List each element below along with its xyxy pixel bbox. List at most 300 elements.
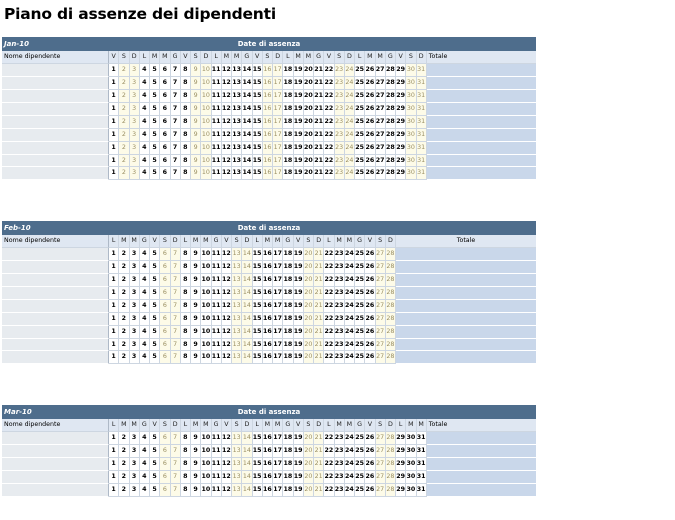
date-cell[interactable]: 16 [263,484,273,497]
date-cell[interactable]: 1 [109,287,119,300]
date-cell[interactable]: 10 [201,103,211,116]
date-cell[interactable]: 27 [376,326,386,339]
date-cell[interactable]: 16 [263,351,273,364]
date-cell[interactable]: 10 [201,351,211,364]
date-cell[interactable]: 6 [160,167,170,180]
date-cell[interactable]: 8 [181,326,191,339]
date-cell[interactable]: 28 [386,248,396,261]
date-cell[interactable]: 6 [160,458,170,471]
date-cell[interactable]: 7 [171,471,181,484]
date-cell[interactable]: 16 [263,129,273,142]
date-cell[interactable]: 13 [232,142,242,155]
date-cell[interactable]: 8 [181,471,191,484]
date-cell[interactable]: 17 [273,351,283,364]
employee-name-cell[interactable] [2,339,109,352]
date-cell[interactable]: 31 [417,484,427,497]
date-cell[interactable]: 9 [191,351,201,364]
date-cell[interactable]: 27 [376,484,386,497]
date-cell[interactable]: 8 [181,300,191,313]
date-cell[interactable]: 5 [150,261,160,274]
date-cell[interactable]: 19 [294,129,304,142]
date-cell[interactable]: 8 [181,458,191,471]
date-cell[interactable]: 9 [191,116,201,129]
date-cell[interactable]: 12 [222,90,232,103]
date-cell[interactable]: 10 [201,313,211,326]
date-cell[interactable]: 30 [406,458,416,471]
date-cell[interactable]: 2 [119,326,129,339]
date-cell[interactable]: 27 [376,90,386,103]
date-cell[interactable]: 10 [201,90,211,103]
date-cell[interactable]: 7 [171,313,181,326]
employee-name-cell[interactable] [2,103,109,116]
date-cell[interactable]: 3 [130,142,140,155]
date-cell[interactable]: 17 [273,471,283,484]
date-cell[interactable]: 12 [222,248,232,261]
date-cell[interactable]: 17 [273,64,283,77]
date-cell[interactable]: 20 [304,484,314,497]
date-cell[interactable]: 23 [335,458,345,471]
date-cell[interactable]: 28 [386,129,396,142]
date-cell[interactable]: 6 [160,351,170,364]
date-cell[interactable]: 9 [191,64,201,77]
date-cell[interactable]: 28 [386,445,396,458]
date-cell[interactable]: 14 [242,471,252,484]
date-cell[interactable]: 29 [396,432,406,445]
date-cell[interactable]: 23 [335,351,345,364]
date-cell[interactable]: 7 [171,155,181,168]
date-cell[interactable]: 17 [273,248,283,261]
employee-name-cell[interactable] [2,64,109,77]
date-cell[interactable]: 26 [365,116,375,129]
date-cell[interactable]: 23 [335,142,345,155]
date-cell[interactable]: 26 [365,471,375,484]
date-cell[interactable]: 10 [201,339,211,352]
date-cell[interactable]: 11 [212,261,222,274]
date-cell[interactable]: 29 [396,129,406,142]
date-cell[interactable]: 11 [212,313,222,326]
date-cell[interactable]: 5 [150,116,160,129]
date-cell[interactable]: 3 [130,64,140,77]
date-cell[interactable]: 21 [314,432,324,445]
date-cell[interactable]: 24 [345,484,355,497]
date-cell[interactable]: 20 [304,287,314,300]
date-cell[interactable]: 15 [253,64,263,77]
date-cell[interactable]: 11 [212,351,222,364]
employee-name-cell[interactable] [2,471,109,484]
date-cell[interactable]: 7 [171,64,181,77]
date-cell[interactable]: 25 [355,484,365,497]
date-cell[interactable]: 8 [181,313,191,326]
date-cell[interactable]: 25 [355,64,365,77]
date-cell[interactable]: 4 [140,339,150,352]
date-cell[interactable]: 24 [345,155,355,168]
date-cell[interactable]: 21 [314,248,324,261]
date-cell[interactable]: 6 [160,300,170,313]
date-cell[interactable]: 10 [201,261,211,274]
date-cell[interactable]: 9 [191,274,201,287]
date-cell[interactable]: 23 [335,300,345,313]
date-cell[interactable]: 2 [119,300,129,313]
date-cell[interactable]: 7 [171,484,181,497]
date-cell[interactable]: 22 [324,116,334,129]
date-cell[interactable]: 4 [140,142,150,155]
date-cell[interactable]: 29 [396,116,406,129]
date-cell[interactable]: 7 [171,287,181,300]
date-cell[interactable]: 17 [273,155,283,168]
date-cell[interactable]: 30 [406,445,416,458]
employee-name-cell[interactable] [2,142,109,155]
date-cell[interactable]: 5 [150,287,160,300]
date-cell[interactable]: 24 [345,103,355,116]
date-cell[interactable]: 1 [109,458,119,471]
date-cell[interactable]: 4 [140,484,150,497]
date-cell[interactable]: 13 [232,90,242,103]
date-cell[interactable]: 31 [417,90,427,103]
date-cell[interactable]: 10 [201,129,211,142]
date-cell[interactable]: 21 [314,77,324,90]
date-cell[interactable]: 23 [335,248,345,261]
date-cell[interactable]: 28 [386,484,396,497]
date-cell[interactable]: 26 [365,142,375,155]
date-cell[interactable]: 12 [222,300,232,313]
date-cell[interactable]: 11 [212,167,222,180]
date-cell[interactable]: 26 [365,77,375,90]
date-cell[interactable]: 1 [109,339,119,352]
date-cell[interactable]: 27 [376,77,386,90]
date-cell[interactable]: 9 [191,326,201,339]
date-cell[interactable]: 18 [283,167,293,180]
date-cell[interactable]: 15 [253,261,263,274]
date-cell[interactable]: 22 [324,287,334,300]
date-cell[interactable]: 24 [345,261,355,274]
date-cell[interactable]: 2 [119,116,129,129]
date-cell[interactable]: 8 [181,77,191,90]
employee-name-cell[interactable] [2,313,109,326]
date-cell[interactable]: 9 [191,458,201,471]
employee-name-cell[interactable] [2,77,109,90]
date-cell[interactable]: 5 [150,274,160,287]
date-cell[interactable]: 19 [294,432,304,445]
date-cell[interactable]: 11 [212,77,222,90]
date-cell[interactable]: 27 [376,103,386,116]
date-cell[interactable]: 28 [386,261,396,274]
date-cell[interactable]: 7 [171,116,181,129]
date-cell[interactable]: 5 [150,484,160,497]
date-cell[interactable]: 26 [365,432,375,445]
date-cell[interactable]: 3 [130,313,140,326]
date-cell[interactable]: 7 [171,248,181,261]
date-cell[interactable]: 14 [242,458,252,471]
date-cell[interactable]: 16 [263,167,273,180]
date-cell[interactable]: 1 [109,64,119,77]
date-cell[interactable]: 4 [140,155,150,168]
date-cell[interactable]: 1 [109,116,119,129]
date-cell[interactable]: 17 [273,326,283,339]
date-cell[interactable]: 3 [130,458,140,471]
date-cell[interactable]: 3 [130,116,140,129]
date-cell[interactable]: 27 [376,64,386,77]
date-cell[interactable]: 20 [304,326,314,339]
date-cell[interactable]: 19 [294,142,304,155]
date-cell[interactable]: 14 [242,326,252,339]
date-cell[interactable]: 23 [335,287,345,300]
date-cell[interactable]: 13 [232,129,242,142]
date-cell[interactable]: 8 [181,445,191,458]
date-cell[interactable]: 7 [171,339,181,352]
date-cell[interactable]: 10 [201,64,211,77]
date-cell[interactable]: 23 [335,432,345,445]
date-cell[interactable]: 10 [201,287,211,300]
employee-name-cell[interactable] [2,155,109,168]
date-cell[interactable]: 20 [304,313,314,326]
date-cell[interactable]: 30 [406,116,416,129]
date-cell[interactable]: 22 [324,142,334,155]
date-cell[interactable]: 16 [263,77,273,90]
date-cell[interactable]: 31 [417,155,427,168]
date-cell[interactable]: 30 [406,103,416,116]
employee-name-cell[interactable] [2,432,109,445]
employee-name-cell[interactable] [2,261,109,274]
date-cell[interactable]: 15 [253,142,263,155]
date-cell[interactable]: 10 [201,274,211,287]
date-cell[interactable]: 11 [212,287,222,300]
date-cell[interactable]: 24 [345,351,355,364]
date-cell[interactable]: 20 [304,261,314,274]
date-cell[interactable]: 7 [171,142,181,155]
date-cell[interactable]: 9 [191,77,201,90]
date-cell[interactable]: 9 [191,167,201,180]
date-cell[interactable]: 16 [263,155,273,168]
date-cell[interactable]: 12 [222,274,232,287]
date-cell[interactable]: 14 [242,142,252,155]
date-cell[interactable]: 16 [263,142,273,155]
date-cell[interactable]: 24 [345,445,355,458]
date-cell[interactable]: 13 [232,167,242,180]
date-cell[interactable]: 27 [376,116,386,129]
date-cell[interactable]: 3 [130,351,140,364]
date-cell[interactable]: 13 [232,471,242,484]
date-cell[interactable]: 26 [365,167,375,180]
date-cell[interactable]: 5 [150,326,160,339]
date-cell[interactable]: 23 [335,274,345,287]
date-cell[interactable]: 23 [335,116,345,129]
date-cell[interactable]: 3 [130,445,140,458]
date-cell[interactable]: 14 [242,261,252,274]
date-cell[interactable]: 17 [273,432,283,445]
date-cell[interactable]: 29 [396,77,406,90]
date-cell[interactable]: 31 [417,432,427,445]
date-cell[interactable]: 2 [119,313,129,326]
date-cell[interactable]: 10 [201,77,211,90]
date-cell[interactable]: 2 [119,155,129,168]
date-cell[interactable]: 20 [304,103,314,116]
date-cell[interactable]: 9 [191,129,201,142]
date-cell[interactable]: 17 [273,287,283,300]
date-cell[interactable]: 17 [273,484,283,497]
date-cell[interactable]: 6 [160,129,170,142]
date-cell[interactable]: 3 [130,471,140,484]
date-cell[interactable]: 16 [263,432,273,445]
date-cell[interactable]: 8 [181,432,191,445]
date-cell[interactable]: 23 [335,103,345,116]
date-cell[interactable]: 2 [119,77,129,90]
date-cell[interactable]: 29 [396,155,406,168]
employee-name-cell[interactable] [2,167,109,180]
date-cell[interactable]: 24 [345,129,355,142]
date-cell[interactable]: 28 [386,64,396,77]
date-cell[interactable]: 9 [191,248,201,261]
date-cell[interactable]: 12 [222,116,232,129]
date-cell[interactable]: 30 [406,471,416,484]
date-cell[interactable]: 9 [191,90,201,103]
date-cell[interactable]: 25 [355,142,365,155]
date-cell[interactable]: 31 [417,129,427,142]
date-cell[interactable]: 26 [365,287,375,300]
date-cell[interactable]: 23 [335,167,345,180]
date-cell[interactable]: 9 [191,313,201,326]
date-cell[interactable]: 11 [212,248,222,261]
date-cell[interactable]: 7 [171,326,181,339]
date-cell[interactable]: 21 [314,103,324,116]
date-cell[interactable]: 26 [365,129,375,142]
date-cell[interactable]: 22 [324,326,334,339]
date-cell[interactable]: 26 [365,90,375,103]
date-cell[interactable]: 13 [232,274,242,287]
date-cell[interactable]: 2 [119,339,129,352]
date-cell[interactable]: 31 [417,116,427,129]
date-cell[interactable]: 19 [294,287,304,300]
date-cell[interactable]: 18 [283,326,293,339]
date-cell[interactable]: 9 [191,445,201,458]
date-cell[interactable]: 13 [232,248,242,261]
date-cell[interactable]: 25 [355,274,365,287]
date-cell[interactable]: 25 [355,155,365,168]
date-cell[interactable]: 10 [201,484,211,497]
date-cell[interactable]: 4 [140,313,150,326]
date-cell[interactable]: 20 [304,432,314,445]
date-cell[interactable]: 11 [212,129,222,142]
date-cell[interactable]: 22 [324,351,334,364]
date-cell[interactable]: 18 [283,248,293,261]
date-cell[interactable]: 26 [365,351,375,364]
date-cell[interactable]: 19 [294,351,304,364]
date-cell[interactable]: 22 [324,90,334,103]
date-cell[interactable]: 13 [232,351,242,364]
date-cell[interactable]: 21 [314,445,324,458]
date-cell[interactable]: 19 [294,326,304,339]
date-cell[interactable]: 5 [150,471,160,484]
date-cell[interactable]: 20 [304,64,314,77]
date-cell[interactable]: 26 [365,458,375,471]
date-cell[interactable]: 29 [396,90,406,103]
date-cell[interactable]: 26 [365,484,375,497]
date-cell[interactable]: 2 [119,261,129,274]
date-cell[interactable]: 20 [304,167,314,180]
date-cell[interactable]: 20 [304,116,314,129]
date-cell[interactable]: 22 [324,274,334,287]
date-cell[interactable]: 20 [304,155,314,168]
date-cell[interactable]: 3 [130,432,140,445]
date-cell[interactable]: 3 [130,484,140,497]
date-cell[interactable]: 17 [273,339,283,352]
date-cell[interactable]: 25 [355,432,365,445]
employee-name-cell[interactable] [2,248,109,261]
date-cell[interactable]: 12 [222,351,232,364]
date-cell[interactable]: 6 [160,90,170,103]
date-cell[interactable]: 4 [140,445,150,458]
date-cell[interactable]: 18 [283,432,293,445]
date-cell[interactable]: 5 [150,300,160,313]
date-cell[interactable]: 11 [212,445,222,458]
date-cell[interactable]: 7 [171,300,181,313]
date-cell[interactable]: 13 [232,313,242,326]
date-cell[interactable]: 29 [396,458,406,471]
date-cell[interactable]: 11 [212,458,222,471]
date-cell[interactable]: 6 [160,471,170,484]
date-cell[interactable]: 19 [294,64,304,77]
date-cell[interactable]: 17 [273,116,283,129]
date-cell[interactable]: 10 [201,116,211,129]
date-cell[interactable]: 22 [324,339,334,352]
date-cell[interactable]: 23 [335,90,345,103]
date-cell[interactable]: 11 [212,142,222,155]
date-cell[interactable]: 14 [242,90,252,103]
date-cell[interactable]: 4 [140,351,150,364]
date-cell[interactable]: 16 [263,313,273,326]
date-cell[interactable]: 5 [150,313,160,326]
date-cell[interactable]: 27 [376,432,386,445]
date-cell[interactable]: 9 [191,103,201,116]
date-cell[interactable]: 23 [335,313,345,326]
date-cell[interactable]: 20 [304,339,314,352]
date-cell[interactable]: 14 [242,274,252,287]
date-cell[interactable]: 16 [263,64,273,77]
date-cell[interactable]: 24 [345,64,355,77]
date-cell[interactable]: 5 [150,167,160,180]
date-cell[interactable]: 12 [222,287,232,300]
date-cell[interactable]: 1 [109,167,119,180]
employee-name-cell[interactable] [2,351,109,364]
date-cell[interactable]: 2 [119,274,129,287]
date-cell[interactable]: 26 [365,261,375,274]
date-cell[interactable]: 1 [109,326,119,339]
date-cell[interactable]: 13 [232,300,242,313]
date-cell[interactable]: 16 [263,458,273,471]
date-cell[interactable]: 8 [181,155,191,168]
date-cell[interactable]: 18 [283,313,293,326]
employee-name-cell[interactable] [2,484,109,497]
date-cell[interactable]: 1 [109,445,119,458]
date-cell[interactable]: 25 [355,103,365,116]
date-cell[interactable]: 12 [222,339,232,352]
date-cell[interactable]: 27 [376,155,386,168]
date-cell[interactable]: 21 [314,300,324,313]
date-cell[interactable]: 29 [396,471,406,484]
date-cell[interactable]: 4 [140,90,150,103]
date-cell[interactable]: 28 [386,142,396,155]
date-cell[interactable]: 25 [355,471,365,484]
date-cell[interactable]: 1 [109,155,119,168]
date-cell[interactable]: 7 [171,77,181,90]
date-cell[interactable]: 22 [324,261,334,274]
date-cell[interactable]: 8 [181,90,191,103]
date-cell[interactable]: 24 [345,339,355,352]
date-cell[interactable]: 31 [417,445,427,458]
date-cell[interactable]: 29 [396,103,406,116]
date-cell[interactable]: 19 [294,313,304,326]
date-cell[interactable]: 15 [253,103,263,116]
date-cell[interactable]: 5 [150,339,160,352]
